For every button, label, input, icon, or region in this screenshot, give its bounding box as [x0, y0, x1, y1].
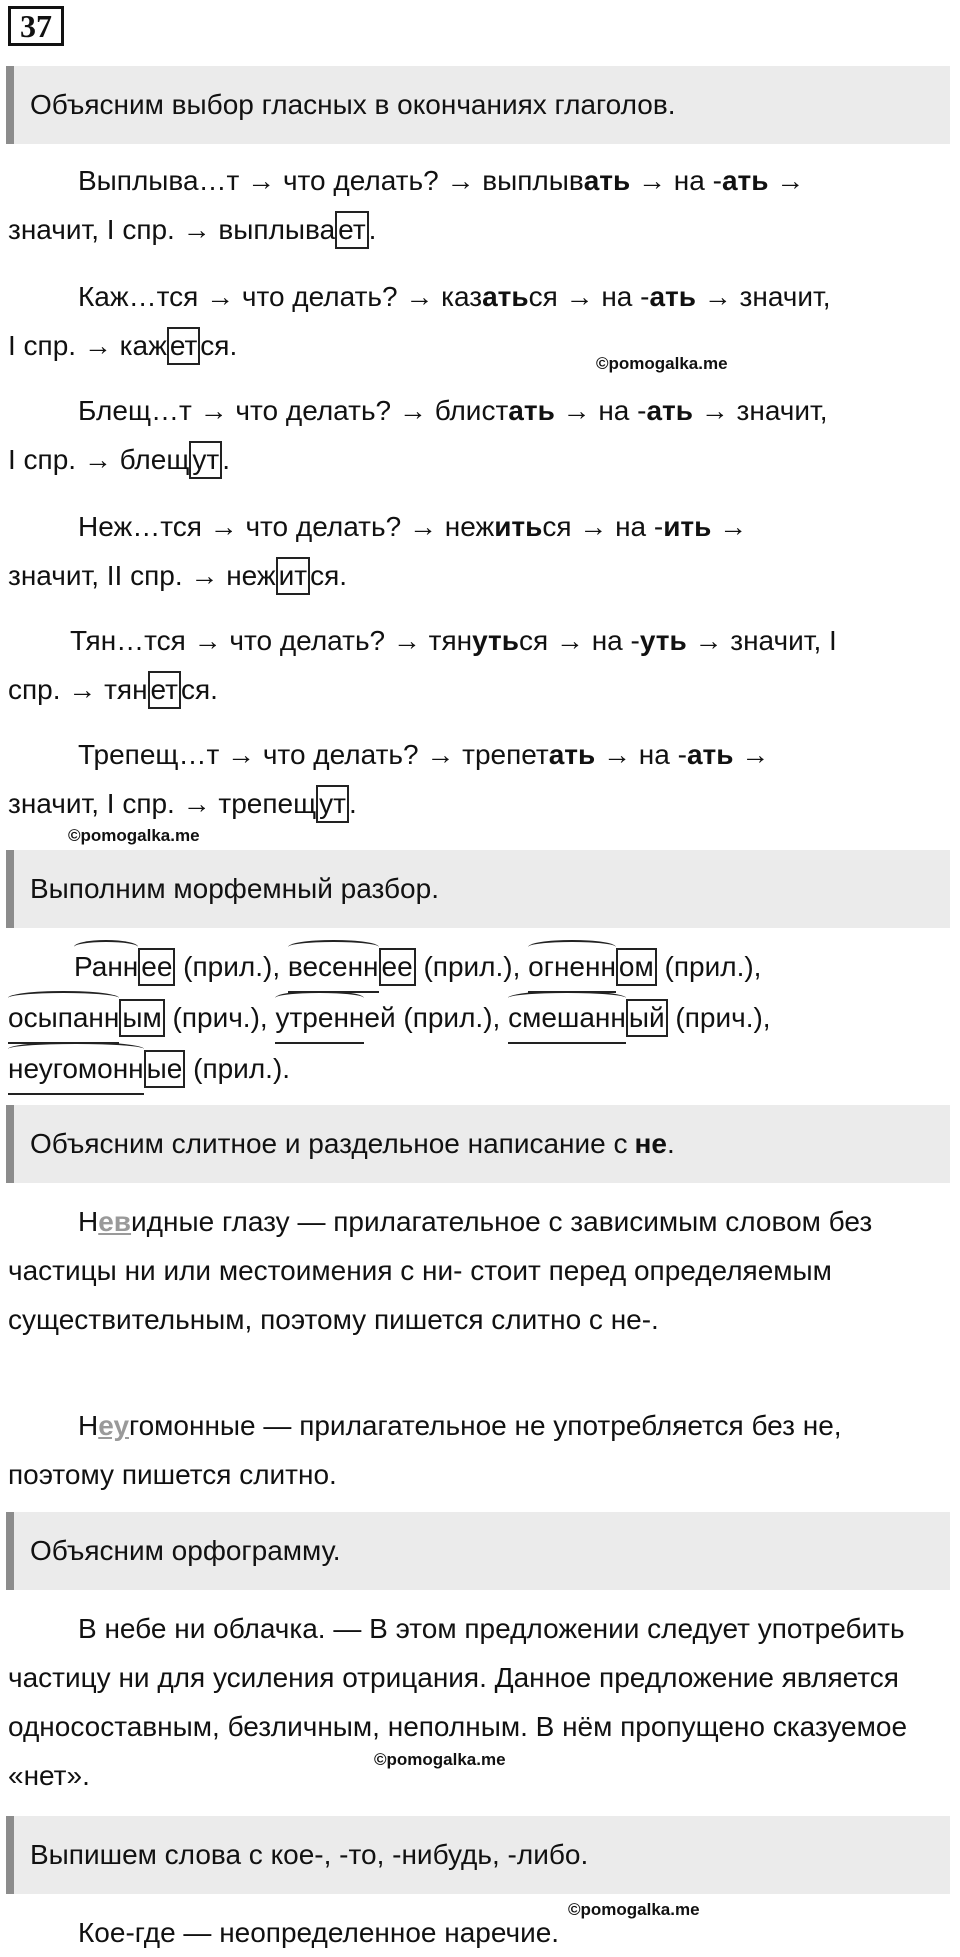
highlighted-letters: еу	[98, 1410, 130, 1441]
ending-box: ит	[276, 557, 310, 595]
section-title: Объясним слитное и раздельное написание с	[30, 1128, 628, 1159]
ne-explanation-1: Невидные глазу — прилагательное с зависимым словом без частицы ни или местоимения с ни- стоит перед определяемым существительным, поэтому пишется слитно с не-.	[8, 1206, 873, 1335]
word-base: огненн	[528, 942, 616, 993]
verb-explanation-5: Тян…тся → что делать? → тянуться → на -уть → значит, I спр. → тян ет ся.	[8, 616, 952, 714]
section-header-verbs	[6, 66, 950, 144]
word-base: смешанн	[508, 993, 626, 1044]
verb-explanation-4: Неж…тся → что делать? → нежиться → на -ить → значит, II спр. → неж ит ся.	[8, 502, 952, 600]
task-number-badge: 37	[8, 6, 64, 46]
koe-explanation: Кое-где — неопределенное наречие.	[78, 1917, 560, 1948]
verb-explanation-6: Трепещ…т → что делать? → трепетать → на -ать → значит, I спр. → трепещ ут .	[8, 730, 952, 828]
word-base: неугомонн	[8, 1044, 144, 1095]
verb-explanation-2: Каж…тся → что делать? → казаться → на -ать → значит, I спр. → каж ет ся.	[8, 272, 952, 370]
highlighted-letters: ев	[98, 1206, 132, 1237]
section-title: Выпишем слова с кое-, -то, -нибудь, -либо.	[30, 1839, 589, 1870]
ending-box: ый	[626, 999, 668, 1037]
ending-box: ут	[316, 785, 349, 823]
section-title: Объясним выбор гласных в окончаниях глаголов.	[30, 89, 676, 120]
verb-explanation-3: Блещ…т → что делать? → блистать → на -ать → значит, I спр. → блещ ут .	[8, 386, 952, 484]
section-title: Объясним орфограмму.	[30, 1535, 341, 1566]
ending-box: ые	[144, 1050, 186, 1088]
word-base: осыпанн	[8, 993, 119, 1044]
section-header-koe	[6, 1816, 950, 1894]
ending-box: ет	[148, 671, 181, 709]
watermark: ©pomogalka.me	[596, 354, 728, 373]
word-base: утренн	[275, 993, 364, 1044]
ending-box: ее	[138, 948, 175, 986]
watermark: ©pomogalka.me	[568, 1900, 700, 1919]
section-header-ne: Объясним слитное и раздельное написание с не .	[6, 1105, 950, 1183]
ending-box: ет	[335, 211, 368, 249]
verb-explanation-1: Выплыва…т → что делать? → выплывать → на -ать → значит, I спр. → выплыва ет .	[8, 156, 952, 254]
watermark: ©pomogalka.me	[374, 1750, 506, 1769]
section-title: Выполним морфемный разбор.	[30, 873, 439, 904]
ending-box: ет	[167, 327, 200, 365]
ending-box: ее	[379, 948, 416, 986]
watermark: ©pomogalka.me	[68, 826, 200, 845]
word-base: весенн	[288, 942, 379, 993]
section-header-orthogram	[6, 1512, 950, 1590]
morph-analysis: Ранн ее (прил.), весенн ее (прил.), огненн ом (прил.), осыпанн ым (прич.), утренней (прил.), смешанн ый (прич.), неугомонн ые (прил.).	[8, 942, 952, 1095]
section-header-morph	[6, 850, 950, 928]
word-root: Ранн	[74, 942, 138, 991]
ending-box: ут	[189, 441, 222, 479]
ending-box: ым	[119, 999, 164, 1037]
ne-explanation-2: Неугомонные — прилагательное не употребляется без не, поэтому пишется слитно.	[8, 1410, 842, 1490]
section-title-bold: не	[634, 1128, 667, 1159]
orthogram-explanation: В небе ни облачка. — В этом предложении следует употребить частицу ни для усиления отрицания. Данное предложение является односоставным, безличным, неполным. В нём пропущено сказуемое «нет».	[8, 1613, 908, 1791]
ending-box: ом	[616, 948, 657, 986]
